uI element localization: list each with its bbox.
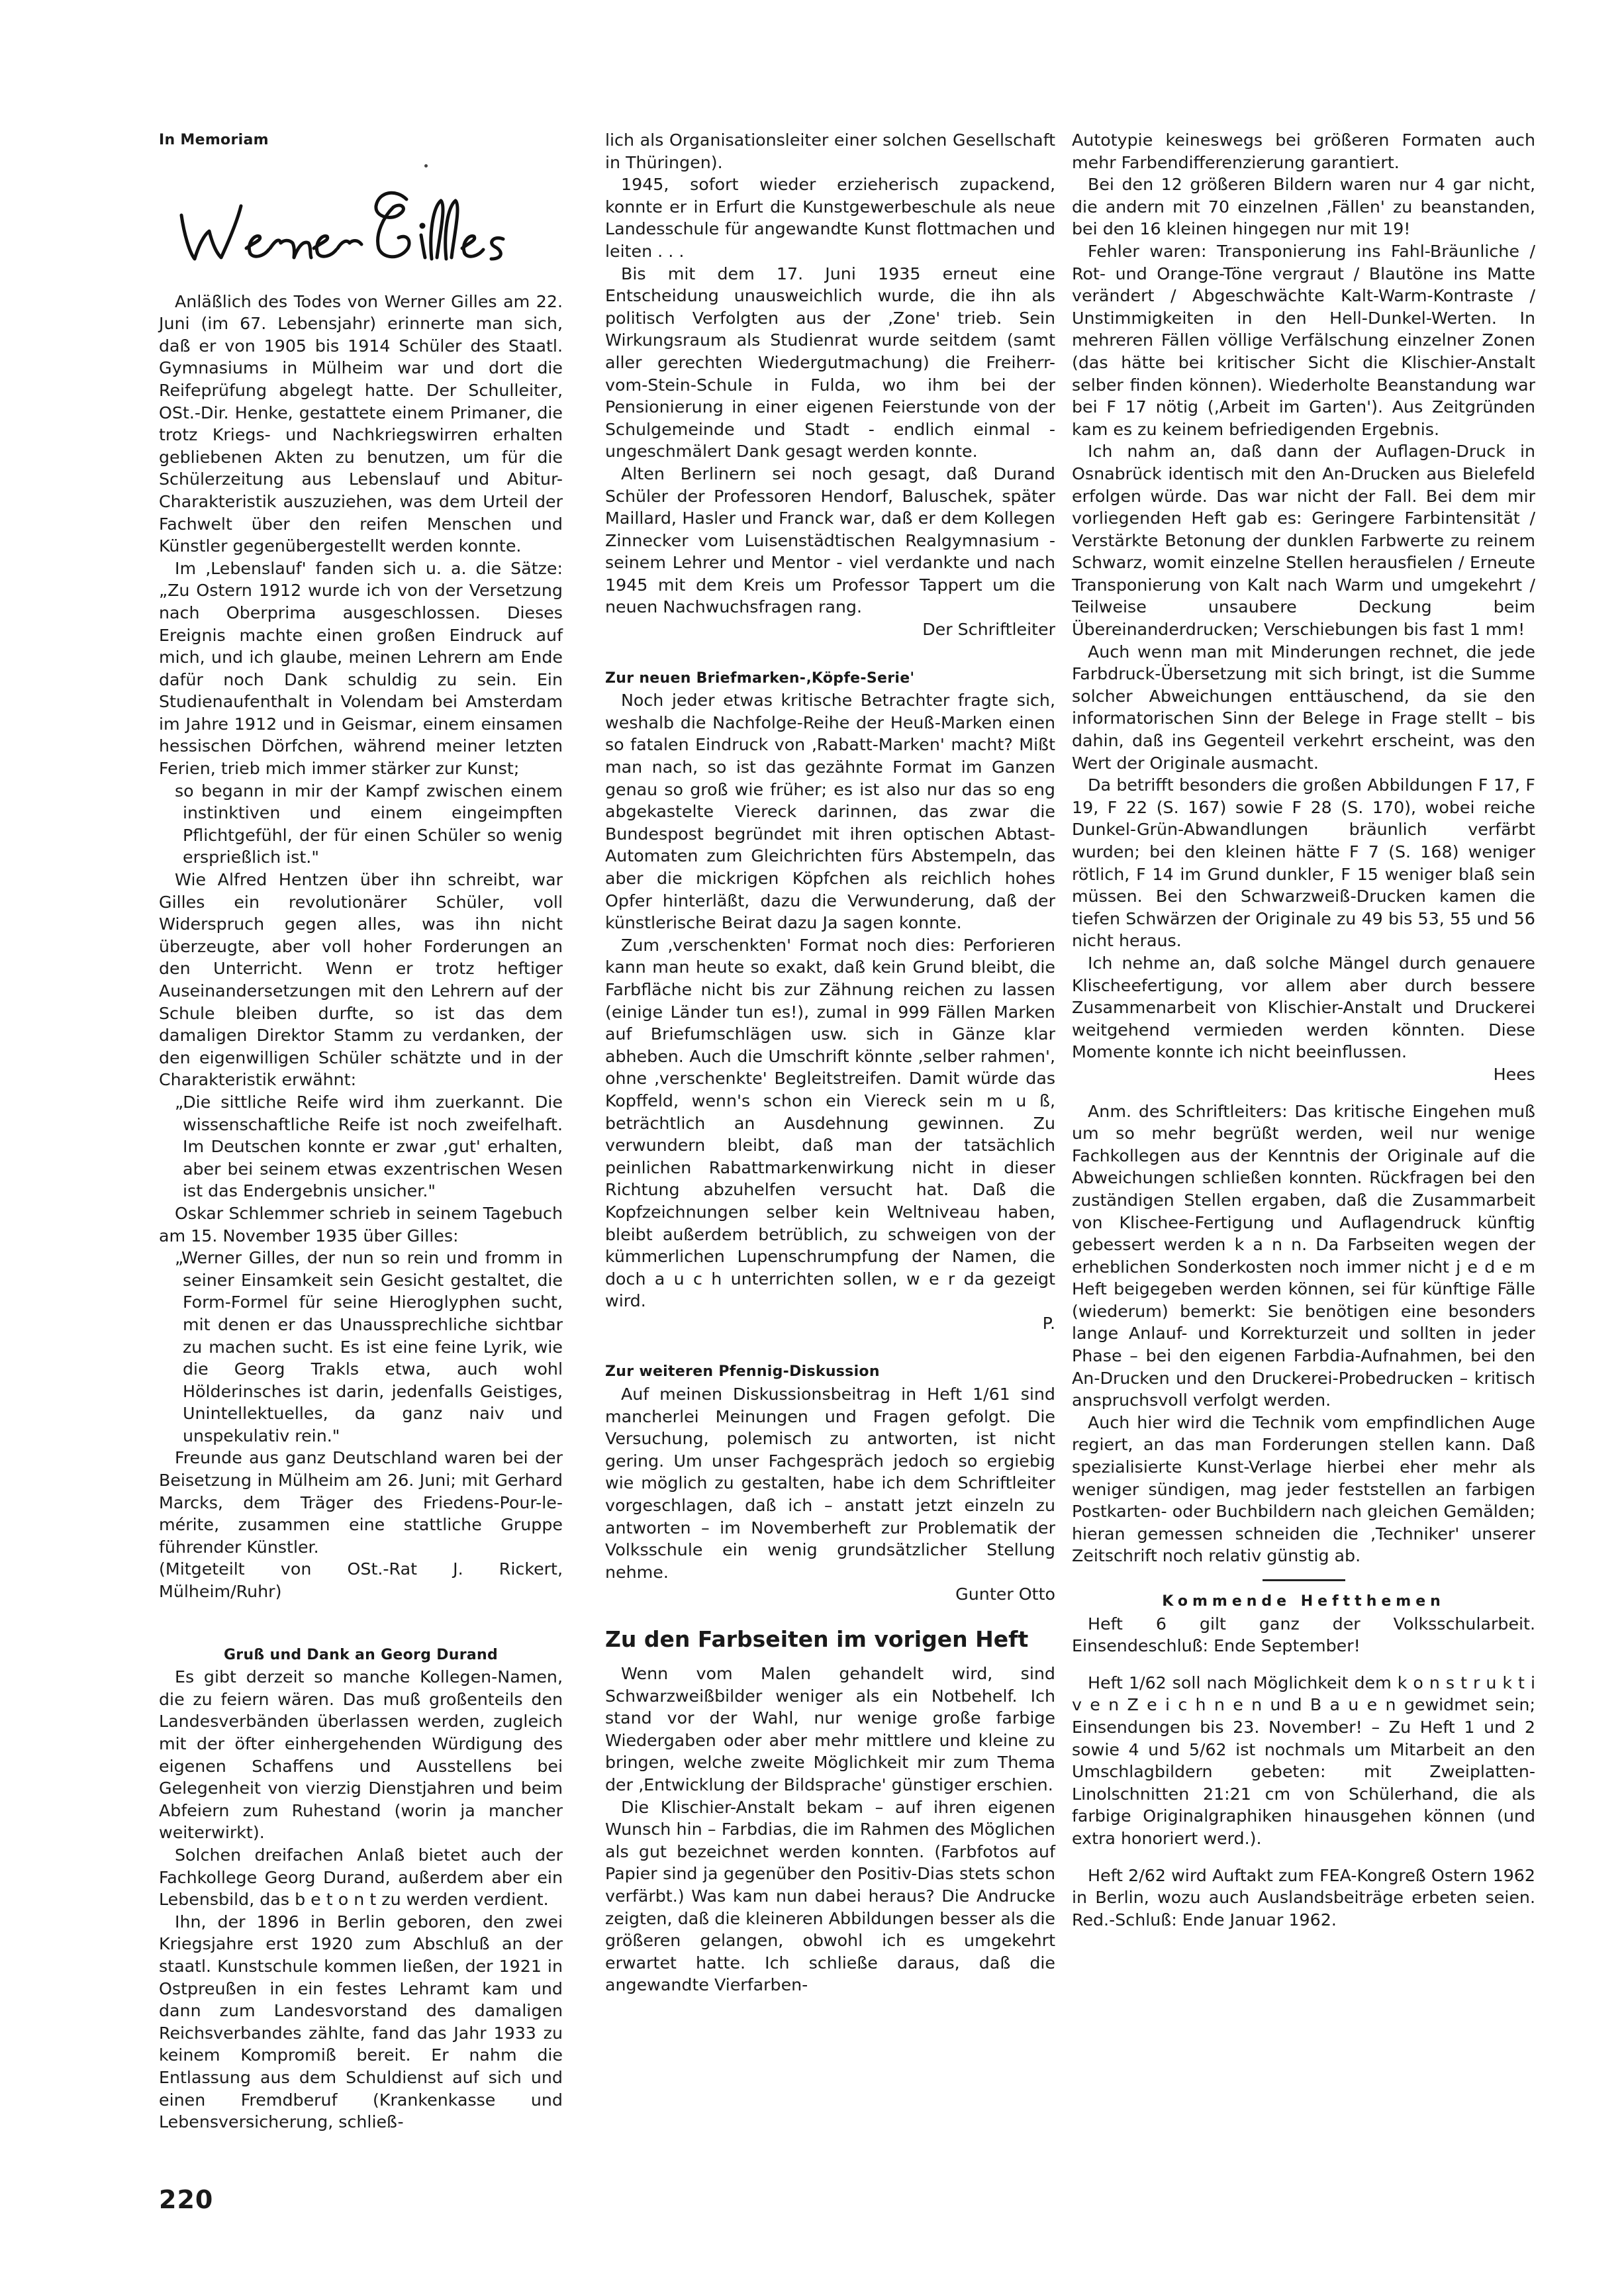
page-number: 220 <box>159 2185 214 2214</box>
credit-line: (Mitgeteilt von OSt.-Rat J. Rickert, Mülheim/Ruhr) <box>159 1559 563 1602</box>
paragraph: Noch jeder etwas kritische Betrachter fragte sich, weshalb die Nachfolge-Reihe der Heuß-Marken einen so fatalen Eindruck von ‚Rabatt-Marken' macht? Mißt man nach, so ist das gezähnte Format im Ganzen genau so groß wie früher; es ist also nur das so eng abgekastelte Viereck darinnen, das zwar die Bundespost begründet mit ihren optischen Abtast-Automaten zum Gleichrichten fürs Abstempeln, das aber die mickrigen Köpfchen als reichlich hohes Opfer hinterläßt, dazu die Verwunderung, daß der künstlerische Beirat dazu Ja sagen konnte. <box>605 691 1055 933</box>
paragraph: Heft 2/62 wird Auftakt zum FEA-Kongreß Ostern 1962 in Berlin, wozu auch Auslandsbeiträge erbeten seien. Red.-Schluß: Ende Januar 1962. <box>1072 1865 1535 1929</box>
signature-text: Der Schriftleiter <box>922 620 1055 640</box>
paragraph: Solchen dreifachen Anlaß bietet auch der Fachkollege Georg Durand, außerdem aber ein Lebensbild, das b e t o n t zu werden verdient. <box>159 1845 563 1910</box>
paragraph: Heft 6 gilt ganz der Volksschularbeit. Einsendeschluß: Ende September! <box>1072 1614 1535 1656</box>
paragraph: Ich nahm an, daß dann der Auflagen-Druck in Osnabrück identisch mit den An-Drucken aus Bielefeld erfolgen würde. Das war nicht der Fall. Bei dem mir vorliegenden Heft gab es: Geringere Farbintensität / Verstärkte Betonung der dunklen Farbwerte zu reinem Schwarz, womit einzelne Stellen herausfielen / Erneute Transponierung von Kalt nach Warm und umgekehrt / Teilweise unsaubere Deckung beim Übereinanderdrucken; Verschiebungen bis fast 1 mm! <box>1072 442 1535 640</box>
paragraph: Wie Alfred Hentzen über ihn schreibt, war Gilles ein revolutionärer Schüler, voll Widerspruch gegen alles, was ihn nicht überzeugte, aber voll hoher Forderungen an den Unterricht. Wenn er trotz heftiger Auseinandersetzungen mit den Lehrern auf der Schule bleiben durfte, so ist das dem damaligen Direktor Stamm zu verdanken, der den eigenwilligen Schüler schätzte und in der Charakteristik erwähnt: <box>159 870 563 1090</box>
handwritten-signature <box>172 174 556 273</box>
paragraph: Bis mit dem 17. Juni 1935 erneut eine Entscheidung unausweichlich wurde, die ihn als politisch Verfolgten aus der ‚Zone' trieb. Sein Wirkungsraum als Studienrat wurde seitdem (samt aller gerechten Wiedergutmachung) die Freiherr-vom-Stein-Schule in Fulda, wo ihm bei der Pensionierung in einer eigenen Feierstunde von der Schulgemeinde und Stadt - endlich einmal - ungeschmälert Dank gesagt werden konnte. <box>605 264 1055 462</box>
quote: „Die sittliche Reife wird ihm zuerkannt. Die wissenschaftliche Reife ist noch zweifelhaft. Im Deutschen konnte er zwar ‚gut' erhalten, aber bei seinem etwas exzentrischen Wesen ist das Endergebnis unsicher." <box>175 1092 563 1201</box>
section-heading-pfennig: Zur weiteren Pfennig-Diskussion <box>605 1363 880 1381</box>
paragraph: Auf meinen Diskussionsbeitrag in Heft 1/61 sind mancherlei Meinungen und Fragen gefolgt. Die Versuchung, polemisch zu antworten, ist nicht gering. Um unser Fachgespräch jedoch so ergiebig wie möglich zu gestalten, habe ich dem Schriftleiter vorgeschlagen, daß ich – anstatt jetzt einzeln zu antworten – im Novemberheft zur Problematik der Volksschule ein wenig grundsätzlicher Stellung nehme. <box>605 1385 1055 1582</box>
paragraph: Wenn vom Malen gehandelt wird, sind Schwarzweißbilder weniger als ein Notbehelf. Ich stand vor der Wahl, nur wenige große farbige Wiedergaben oder aber mehr mittlere und kleine zu bringen, welche zweite Möglichkeit mir zum Thema der ‚Entwicklung der Bildsprache' günstiger erschien. <box>605 1664 1055 1794</box>
divider <box>1263 1579 1345 1581</box>
signature-text: P. <box>1042 1313 1055 1333</box>
paragraph: Ich nehme an, daß solche Mängel durch genauere Klischeefertigung, vor allem aber durch bessere Zusammenarbeit von Klischier-Anstalt und Druckerei weitgehend vermieden werden könnten. Diese Momente konnte ich nicht beeinflussen. <box>1072 953 1535 1062</box>
paragraph: Da betrifft besonders die großen Abbildungen F 17, F 19, F 22 (S. 167) sowie F 28 (S. 170), wobei reiche Dunkel-Grün-Abwandlungen bräunlich verfärbt wurden; bei den kleinen hätte F 7 (S. 168) weniger rötlich, F 14 im Grund dunkler, F 15 weniger blaß sein müssen. Bei den Schwarzweiß-Drucken kamen die tiefen Schwärzen der Originale zu 49 bis 53, 55 und 56 nicht heraus. <box>1072 775 1535 951</box>
paragraph: Zum ‚verschenkten' Format noch dies: Perforieren kann man heute so exakt, daß kein Grund bleibt, die Farbfläche nicht bis zur Zähnung reichen zu lassen (einige Länder tun es!), zumal in 999 Fällen Marken auf Briefumschlägen usw. sich in Gänze klar abheben. Auch die Umschrift könnte ‚selber rahmen', ohne ‚verschenkte' Begleitstreifen. Damit würde das Kopffeld, wenn's schon ein Viereck sein m u ß, beträchtlich an Ausdehnung gewinnen. Zu verwundern bleibt, daß man der tatsächlich peinlichen Rabattmarkenwirkung nicht in dieser Richtung abzuhelfen versucht hat. Daß die Kopfzeichnungen selber kein Weltniveau haben, bleibt außerdem betrüblich, zu schweigen von der kümmerlichen Lupenschrumpfung der Namen, die doch a u c h unterrichten sollen, w e r da gezeigt wird. <box>605 935 1055 1311</box>
paragraph: Anm. des Schriftleiters: Das kritische Eingehen muß um so mehr begrüßt werden, weil nur wenige Fachkollegen aus der Kenntnis der Originale auf die Abweichungen schließen konnten. Rückfragen bei den zuständigen Stellen ergaben, daß die Zusammarbeit von Klischee-Fertigung und Auflagendruck künftig gebessert werden k a n n. Da Farbseiten wegen der erheblichen Sonderkosten noch immer nicht j e d e m Heft beigegeben werden können, sei für künftige Fälle (wiederum) bemerkt: Sie benötigen eine besonders lange Anlauf- und Korrekturzeit und sollten in jeder Phase – bei den eigenen Farbdia-Aufnahmen, bei den An-Drucken und den Druckerei-Probedrucken – kritisch anspruchsvoll verfolgt werden. <box>1072 1101 1535 1410</box>
paragraph: Die Klischier-Anstalt bekam – auf ihren eigenen Wunsch hin – Farbdias, die im Rahmen des Möglichen als gut bezeichnet werden konnten. (Farbfotos auf Papier sind ja gegenüber den Positiv-Dias stets schon verfärbt.) Was kam nun dabei heraus? Die Andrucke zeigten, daß die kleineren Abbildungen besser als die größeren gelangen, obwohl ich es umgekehrt erwartet hatte. Ich schließe daraus, daß die angewandte Vierfarben- <box>605 1797 1055 1995</box>
paragraph: Alten Berlinern sei noch gesagt, daß Durand Schüler der Professoren Hendorf, Baluschek, später Maillard, Hasler und Franck war, daß er dem Kollegen Zinnecker vom Luisenstädtischen Realgymnasium - seinem Lehrer und Mentor - viel verdankte und nach 1945 mit dem Kreis um Professor Tappert um die neuen Nachwuchsfragen rang. <box>605 464 1055 617</box>
signature-text: Gunter Otto <box>955 1585 1055 1604</box>
paragraph: Ihn, der 1896 in Berlin geboren, den zwei Kriegsjahre erst 1920 zum Abschluß an der staatl. Kunstschule kommen ließen, der 1921 in Ostpreußen in ein festes Lehramt kam und dann zum Landesvorstand des damaligen Reichsverbandes zählte, fand das Jahr 1933 zu keinem Kompromiß bereit. Er nahm die Entlassung aus dem Schuldienst auf sich und einen Fremdberuf (Krankenkasse und Lebensversicherung, schließ- <box>159 1912 563 2132</box>
signature-text: Hees <box>1493 1064 1535 1084</box>
section-label-in-memoriam: In Memoriam <box>159 132 269 148</box>
paragraph: 1945, sofort wieder erzieherisch zupackend, konnte er in Erfurt die Kunstgewerbeschule als neue Landesschule für angewandte Kunst flottmachen und leiten . . . <box>605 175 1055 261</box>
column-3 <box>1072 129 1535 1931</box>
section-headline-farbseiten: Zu den Farbseiten im vorigen Heft <box>605 1626 1029 1652</box>
section-heading-briefmarken: Zur neuen Briefmarken-‚Köpfe-Serie' <box>605 669 915 687</box>
paragraph: Auch wenn man mit Minderungen rechnet, die jede Farbdruck-Übersetzung mit sich bringt, ist die Summe solcher Abweichungen enttäuschend, da sie den informatorischen Sinn der Belege in Frage stellt – bis dahin, daß ins Gegenteil verkehrt erscheint, was den Wert der Originale ausmacht. <box>1072 642 1535 773</box>
paragraph: Im ‚Lebenslauf' fanden sich u. a. die Sätze: „Zu Ostern 1912 wurde ich von der Versetzung nach Oberprima ausgeschlossen. Dieses Ereignis machte einen großen Eindruck auf mich, und ich glaube, meinen Lehrern am Ende dafür noch Dank schuldig zu sein. Ein Studienaufenthalt in Volendam bei Amsterdam im Jahre 1912 und in Geismar, einem einsamen hessischen Dörfchen, während meiner letzten Ferien, trieb mich immer stärker zur Kunst; <box>159 558 563 779</box>
paragraph: Bei den 12 größeren Bildern waren nur 4 gar nicht, die andern mit 70 einzelnen ‚Fällen' zu beanstanden, bei den 16 kleinen hingegen nur mit 19! <box>1072 175 1535 239</box>
paragraph: Fehler waren: Transponierung ins Fahl-Bräunliche / Rot- und Orange-Töne vergraut / Blautöne ins Matte verändert / Abgeschwächte Kalt-Warm-Kontraste / Unstimmigkeiten in den Hell-Dunkel-Werten. In mehreren Fällen völlige Verfälschung einzelner Zonen (das hätte bei kritischer Sicht die Klischier-Anstalt selber finden können). Wiederholte Beanstandung war bei F 17 nötig (‚Arbeit im Garten'). Aus Zeitgründen kam es zu keinem befriedigenden Ergebnis. <box>1072 241 1535 439</box>
paragraph: Auch hier wird die Technik vom empfindlichen Auge regiert, an das man Forderungen stellen kann. Daß spezialisierte Kunst-Verlage hierbei eher mehr als weniger sündigen, mag jeder feststellen an farbigen Postkarten- oder Buchbildern nach gleichen Gemälden; hieran gemessen schneiden die ‚Techniker' unserer Zeitschrift noch relativ günstig ab. <box>1072 1412 1535 1566</box>
paragraph: Es gibt derzeit so manche Kollegen-Namen, die zu feiern wären. Das muß großenteils den Landesverbänden überlassen werden, zugleich mit der öfter einhergehenden Würdigung des eigenen Schaffens und Ausstellens bei Gelegenheit von vierzig Dienstjahren und beim Abfeiern zum Ruhestand (worin ja mancher weiterwirkt). <box>159 1667 563 1843</box>
quote: „Werner Gilles, der nun so rein und fromm in seiner Einsamkeit sein Gesicht gestaltet, die Form-Formel für seine Hieroglyphen sucht, mit denen er das Unaussprechliche sichtbar zu machen sucht. Es ist eine feine Lyrik, wie die Georg Trakls etwa, auch wohl Hölderinsches ist darin, jedenfalls Geistiges, Unintellektuelles, da ganz naiv und unspekulativ rein." <box>175 1248 563 1445</box>
quote: so begann in mir der Kampf zwischen einem instinktiven und einem eingeimpften Pflichtgefühl, der für einen Schüler so wenig ersprießlich ist." <box>175 781 563 867</box>
section-heading-heftthemen: Kommende Heftthemen <box>1162 1593 1445 1610</box>
paragraph: Autotypie keineswegs bei größeren Formaten auch mehr Farbendifferenzierung garantiert. <box>1072 130 1535 172</box>
section-heading-durand: Gruß und Dank an Georg Durand <box>223 1646 499 1663</box>
paragraph: Freunde aus ganz Deutschland waren bei der Beisetzung in Mülheim am 26. Juni; mit Gerhard Marcks, dem Träger des Friedens-Pour-le-mérite, zusammen eine stattliche Gruppe führender Künstler. <box>159 1448 563 1557</box>
paragraph: Heft 1/62 soll nach Möglichkeit dem k o n s t r u k t i v e n Z e i c h n e n und B a u e n gewidmet sein; Einsendungen bis 23. November! – Zu Heft 1 und 2 sowie 4 und 5/62 ist nochmals um Mitarbeit an den Umschlagbildern gebeten: mit Zweiplatten-Linolschnitten 21:21 cm von Schülerhand, die als farbige Originalgraphiken hinausgehen können (und extra honoriert werd.). <box>1072 1673 1535 1848</box>
column-2 <box>605 129 1055 1996</box>
column-1 <box>159 129 563 2133</box>
paragraph: Anläßlich des Todes von Werner Gilles am 22. Juni (im 67. Lebensjahr) erinnerte man sich, daß er von 1905 bis 1914 Schüler des Staatl. Gymnasiums in Mülheim war und dort die Reifeprüfung abgelegt hatte. Der Schulleiter, OSt.-Dir. Henke, gestattete einem Primaner, die trotz Kriegs- und Nachkriegswirren erhalten gebliebenen Akten zu benutzen, um für die Schülerzeitung aus Lebenslauf und Abitur-Charakteristik auszuziehen, was dem Urteil der Fachwelt über den reifen Menschen und Künstler gegenübergestellt werden konnte. <box>159 291 563 556</box>
paragraph: Oskar Schlemmer schrieb in seinem Tagebuch am 15. November 1935 über Gilles: <box>159 1203 563 1245</box>
paragraph: lich als Organisationsleiter einer solchen Gesellschaft in Thüringen). <box>605 130 1055 172</box>
